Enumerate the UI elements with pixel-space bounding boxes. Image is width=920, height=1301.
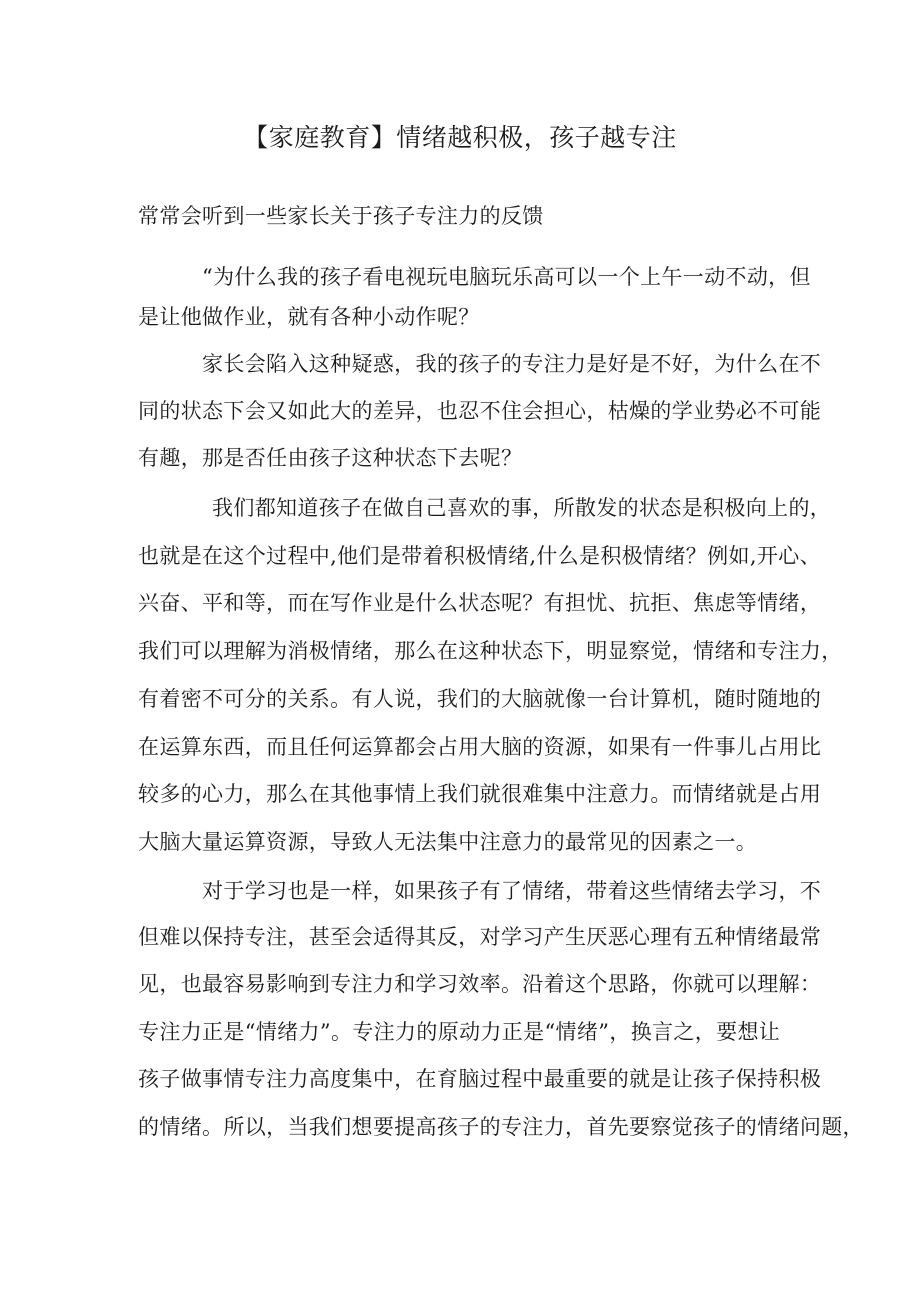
text-line-13: 较多的心力，那么在其他事情上我们就很难集中注意力。而情绪就是占用 [138, 782, 822, 806]
text-line-6: 有趣，那是否任由孩子这种状态下去呢？ [138, 446, 523, 470]
text-line-18: 专注力正是“情绪力”。专注力的原动力正是“情绪”，换言之，要想让 [138, 1020, 781, 1044]
text-line-10: 我们可以理解为消极情绪，那么在这种状态下，明显察觉，情绪和专注力， [138, 639, 843, 663]
text-line-9: 兴奋、平和等，而在写作业是什么状态呢？有担忧、抗拒、焦虑等情绪， [138, 591, 822, 615]
text-line-14: 大脑大量运算资源，导致人无法集中注意力的最常见的因素之一。 [138, 830, 758, 854]
text-line-11: 有着密不可分的关系。有人说，我们的大脑就像一台计算机，随时随地的 [138, 687, 822, 711]
text-line-3: 是让他做作业，就有各种小动作呢？ [138, 305, 480, 329]
document-title: 【家庭教育】情绪越积极，孩子越专注 [243, 123, 677, 152]
text-line-4: 家长会陷入这种疑惑，我的孩子的专注力是好是不好，为什么在不 [202, 352, 822, 376]
text-line-20: 的情绪。所以，当我们想要提高孩子的专注力，首先要察觉孩子的情绪问题， [138, 1115, 864, 1139]
text-line-17: 见，也最容易影响到专注力和学习效率。沿着这个思路，你就可以理解： [138, 972, 822, 996]
text-line-1: 常常会听到一些家长关于孩子专注力的反馈 [138, 204, 544, 228]
text-line-2: “为什么我的孩子看电视玩电脑玩乐高可以一个上午一动不动，但 [202, 265, 811, 289]
text-line-19: 孩子做事情专注力高度集中，在育脑过程中最重要的就是让孩子保持积极 [138, 1067, 822, 1091]
text-line-8: 也就是在这个过程中,他们是带着积极情绪,什么是积极情绪？例如,开心、 [138, 544, 821, 568]
text-line-7: 我们都知道孩子在做自己喜欢的事，所散发的状态是积极向上的， [212, 496, 832, 520]
text-line-12: 在运算东西，而且任何运算都会占用大脑的资源，如果有一件事儿占用比 [138, 735, 822, 759]
text-line-15: 对于学习也是一样，如果孩子有了情绪，带着这些情绪去学习，不 [202, 879, 822, 903]
text-line-5: 同的状态下会又如此大的差异，也忍不住会担心，枯燥的学业势必不可能 [138, 399, 822, 423]
text-line-16: 但难以保持专注，甚至会适得其反，对学习产生厌恶心理有五种情绪最常 [138, 925, 822, 949]
